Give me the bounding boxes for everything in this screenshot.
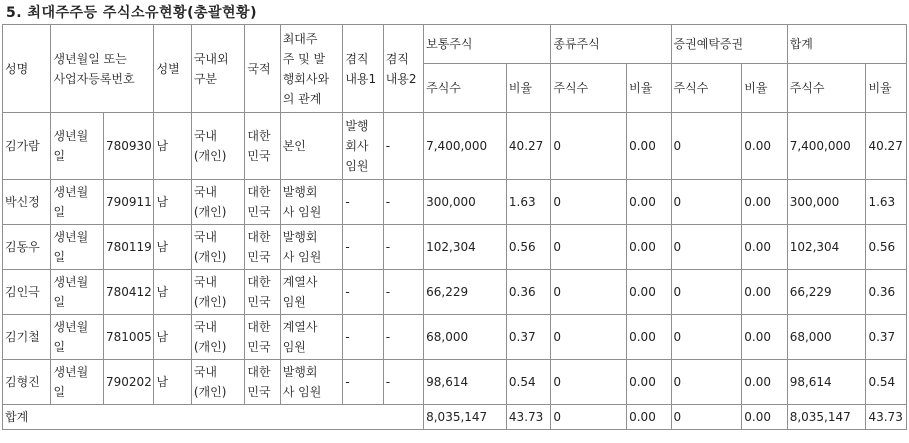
header-concurrent2-line: 겸직: [385, 51, 409, 66]
nationality: [245, 270, 280, 315]
header-ratio: 비율: [866, 64, 907, 113]
domestic-type-line: (개인): [193, 149, 227, 163]
common-ratio: 1.63: [506, 180, 550, 225]
concurrent2: -: [383, 360, 423, 405]
common-shares: 7,400,000: [424, 113, 507, 180]
concurrent2: -: [383, 270, 423, 315]
birth-label-line: 일: [53, 149, 66, 163]
relation-line: 사 임원: [282, 250, 322, 264]
total-common-ratio: 43.73: [506, 405, 550, 430]
total-class-ratio: 0.00: [627, 405, 671, 430]
total-shares: 300,000: [787, 180, 866, 225]
birth-label-line: 일: [53, 340, 66, 354]
header-gender: 성별: [154, 25, 191, 113]
concurrent1-line: 발행: [345, 119, 369, 133]
nationality-line: 민국: [247, 250, 271, 264]
total-shares: 102,304: [787, 225, 866, 270]
class-ratio: 0.00: [627, 270, 671, 315]
nationality-line: 대한: [247, 320, 271, 334]
dep-ratio: 0.00: [742, 225, 787, 270]
nationality-line: 대한: [247, 230, 271, 244]
nationality-line: 민국: [247, 205, 271, 219]
header-shares: 주식수: [787, 64, 866, 113]
header-domestic-line: 국내외: [193, 51, 229, 66]
relation-line: 사 임원: [282, 205, 322, 219]
total-label: 합계: [3, 405, 424, 430]
concurrent1: [343, 360, 383, 405]
header-common-stock: 보통주식: [424, 25, 551, 64]
birth-label: [51, 113, 104, 180]
header-concurrent1-line: 겸직: [345, 51, 369, 66]
header-concurrent1-line: 내용1: [345, 71, 377, 86]
total-ratio: 0.54: [866, 360, 907, 405]
total-dep-shares: 0: [671, 405, 742, 430]
domestic-type-line: 국내: [193, 185, 218, 199]
birth-label-line: 생년월: [53, 365, 89, 379]
birth-label-line: 생년월: [53, 230, 89, 244]
birth-number: 780119: [103, 225, 154, 270]
relation-line: 사 임원: [282, 385, 322, 399]
total-total-shares: 8,035,147: [787, 405, 866, 430]
common-ratio: 0.36: [506, 270, 550, 315]
class-shares: 0: [551, 360, 627, 405]
relation-line: 계열사: [282, 320, 318, 334]
class-ratio: 0.00: [627, 180, 671, 225]
relation: [280, 270, 343, 315]
birth-label: [51, 360, 104, 405]
table-row: [3, 270, 907, 315]
shareholder-name: 김가람: [3, 113, 51, 180]
header-birth: [51, 25, 154, 113]
table-row: [3, 113, 907, 180]
nationality: [245, 225, 280, 270]
domestic-type: [191, 360, 245, 405]
common-shares: 102,304: [424, 225, 507, 270]
domestic-type-line: 국내: [193, 320, 218, 334]
nationality: [245, 180, 280, 225]
total-ratio: 1.63: [866, 180, 907, 225]
header-total: 합계: [787, 25, 906, 64]
dep-ratio: 0.00: [742, 315, 787, 360]
header-nationality: 국적: [245, 25, 280, 113]
concurrent2: -: [383, 225, 423, 270]
relation-line: 발행회: [282, 185, 318, 199]
domestic-type: [191, 113, 245, 180]
concurrent2: -: [383, 315, 423, 360]
header-shares: 주식수: [424, 64, 507, 113]
domestic-type-line: 국내: [193, 129, 218, 143]
domestic-type: [191, 270, 245, 315]
shareholder-table: [2, 24, 907, 430]
total-dep-ratio: 0.00: [742, 405, 787, 430]
nationality-line: 대한: [247, 365, 271, 379]
dep-shares: 0: [671, 113, 742, 180]
shareholder-name: 김형진: [3, 360, 51, 405]
gender: 남: [154, 270, 191, 315]
relation-line: 발행회: [282, 365, 318, 379]
domestic-type: [191, 225, 245, 270]
relation-line: 임원: [282, 340, 306, 354]
table-row: [3, 225, 907, 270]
birth-label-line: 일: [53, 250, 66, 264]
concurrent2: -: [383, 180, 423, 225]
relation: [280, 180, 343, 225]
birth-label: [51, 180, 104, 225]
nationality-line: 대한: [247, 185, 271, 199]
header-class-stock: 종류주식: [551, 25, 671, 64]
dep-shares: 0: [671, 315, 742, 360]
total-shares: 68,000: [787, 315, 866, 360]
nationality: [245, 360, 280, 405]
birth-label-line: 일: [53, 295, 66, 309]
domestic-type-line: 국내: [193, 365, 218, 379]
table-row: [3, 315, 907, 360]
birth-number: 790202: [103, 360, 154, 405]
relation-line: 본인: [282, 139, 306, 153]
header-relation-line: 행회사와: [282, 71, 330, 86]
table-row: [3, 360, 907, 405]
birth-label-line: 생년월: [53, 185, 89, 199]
class-shares: 0: [551, 270, 627, 315]
nationality-line: 민국: [247, 340, 271, 354]
nationality-line: 민국: [247, 149, 271, 163]
common-shares: 66,229: [424, 270, 507, 315]
birth-label-line: 일: [53, 385, 66, 399]
shareholder-name: 박신정: [3, 180, 51, 225]
dep-ratio: 0.00: [742, 270, 787, 315]
dep-shares: 0: [671, 360, 742, 405]
header-domestic: [191, 25, 245, 113]
common-ratio: 0.56: [506, 225, 550, 270]
concurrent1-line: -: [345, 240, 350, 254]
concurrent1-line: 임원: [345, 159, 369, 173]
relation: [280, 360, 343, 405]
common-shares: 98,614: [424, 360, 507, 405]
dep-shares: 0: [671, 270, 742, 315]
nationality: [245, 113, 280, 180]
domestic-type: [191, 180, 245, 225]
domestic-type-line: (개인): [193, 205, 227, 219]
domestic-type: [191, 315, 245, 360]
total-row: [3, 405, 907, 430]
common-shares: 68,000: [424, 315, 507, 360]
dep-ratio: 0.00: [742, 360, 787, 405]
header-depositary: 증권예탁증권: [671, 25, 787, 64]
class-shares: 0: [551, 113, 627, 180]
header-domestic-line: 구분: [193, 71, 218, 86]
concurrent1: [343, 225, 383, 270]
dep-shares: 0: [671, 225, 742, 270]
total-shares: 7,400,000: [787, 113, 866, 180]
section-title: 5. 최대주주등 주식소유현황(총괄현황): [6, 5, 257, 21]
common-ratio: 40.27: [506, 113, 550, 180]
dep-ratio: 0.00: [742, 180, 787, 225]
table-row: [3, 180, 907, 225]
concurrent1-line: -: [345, 330, 350, 344]
total-class-shares: 0: [551, 405, 627, 430]
shareholder-name: 김동우: [3, 225, 51, 270]
header-shares: 주식수: [671, 64, 742, 113]
relation-line: 계열사: [282, 275, 318, 289]
common-shares: 300,000: [424, 180, 507, 225]
header-relation: [280, 25, 343, 113]
birth-number: 781005: [103, 315, 154, 360]
concurrent1: [343, 270, 383, 315]
total-ratio: 40.27: [866, 113, 907, 180]
shareholder-name: 김기철: [3, 315, 51, 360]
header-relation-line: 주 및 발: [282, 51, 326, 66]
relation: [280, 315, 343, 360]
birth-label: [51, 270, 104, 315]
header-concurrent1: [343, 25, 383, 113]
domestic-type-line: (개인): [193, 340, 227, 354]
header-concurrent2-line: 내용2: [385, 71, 417, 86]
common-ratio: 0.54: [506, 360, 550, 405]
concurrent2: -: [383, 113, 423, 180]
gender: 남: [154, 225, 191, 270]
header-ratio: 비율: [627, 64, 671, 113]
total-ratio: 0.37: [866, 315, 907, 360]
domestic-type-line: (개인): [193, 385, 227, 399]
birth-label-line: 생년월: [53, 129, 89, 143]
birth-label-line: 일: [53, 205, 66, 219]
birth-label-line: 생년월: [53, 275, 89, 289]
header-ratio: 비율: [506, 64, 550, 113]
birth-number: 780930: [103, 113, 154, 180]
total-total-ratio: 43.73: [866, 405, 907, 430]
gender: 남: [154, 360, 191, 405]
gender: 남: [154, 113, 191, 180]
class-ratio: 0.00: [627, 315, 671, 360]
header-relation-line: 최대주: [282, 31, 318, 46]
total-shares: 66,229: [787, 270, 866, 315]
concurrent1-line: 회사: [345, 139, 369, 153]
birth-number: 790911: [103, 180, 154, 225]
domestic-type-line: 국내: [193, 275, 218, 289]
dep-shares: 0: [671, 180, 742, 225]
nationality-line: 민국: [247, 385, 271, 399]
total-shares: 98,614: [787, 360, 866, 405]
concurrent1-line: -: [345, 285, 350, 299]
concurrent1-line: -: [345, 195, 350, 209]
birth-label-line: 생년월: [53, 320, 89, 334]
nationality-line: 민국: [247, 295, 271, 309]
domestic-type-line: 국내: [193, 230, 218, 244]
header-name: 성명: [3, 25, 51, 113]
concurrent1: [343, 180, 383, 225]
gender: 남: [154, 315, 191, 360]
class-ratio: 0.00: [627, 360, 671, 405]
birth-number: 780412: [103, 270, 154, 315]
concurrent1: [343, 315, 383, 360]
concurrent1: [343, 113, 383, 180]
header-row-top: [3, 25, 907, 64]
header-shares: 주식수: [551, 64, 627, 113]
header-birth-line: 생년월일 또는: [53, 51, 127, 66]
header-birth-line: 사업자등록번호: [53, 71, 135, 86]
total-ratio: 0.36: [866, 270, 907, 315]
birth-label: [51, 315, 104, 360]
domestic-type-line: (개인): [193, 250, 227, 264]
relation: [280, 225, 343, 270]
class-shares: 0: [551, 225, 627, 270]
total-ratio: 0.56: [866, 225, 907, 270]
gender: 남: [154, 180, 191, 225]
header-concurrent2: [383, 25, 423, 113]
total-common-shares: 8,035,147: [424, 405, 507, 430]
dep-ratio: 0.00: [742, 113, 787, 180]
header-relation-line: 의 관계: [282, 91, 322, 106]
class-shares: 0: [551, 315, 627, 360]
class-shares: 0: [551, 180, 627, 225]
class-ratio: 0.00: [627, 225, 671, 270]
relation: [280, 113, 343, 180]
domestic-type-line: (개인): [193, 295, 227, 309]
table-body: [3, 25, 907, 430]
birth-label: [51, 225, 104, 270]
shareholder-name: 김인극: [3, 270, 51, 315]
nationality: [245, 315, 280, 360]
header-ratio: 비율: [742, 64, 787, 113]
concurrent1-line: -: [345, 375, 350, 389]
relation-line: 임원: [282, 295, 306, 309]
nationality-line: 대한: [247, 275, 271, 289]
common-ratio: 0.37: [506, 315, 550, 360]
nationality-line: 대한: [247, 129, 271, 143]
class-ratio: 0.00: [627, 113, 671, 180]
relation-line: 발행회: [282, 230, 318, 244]
